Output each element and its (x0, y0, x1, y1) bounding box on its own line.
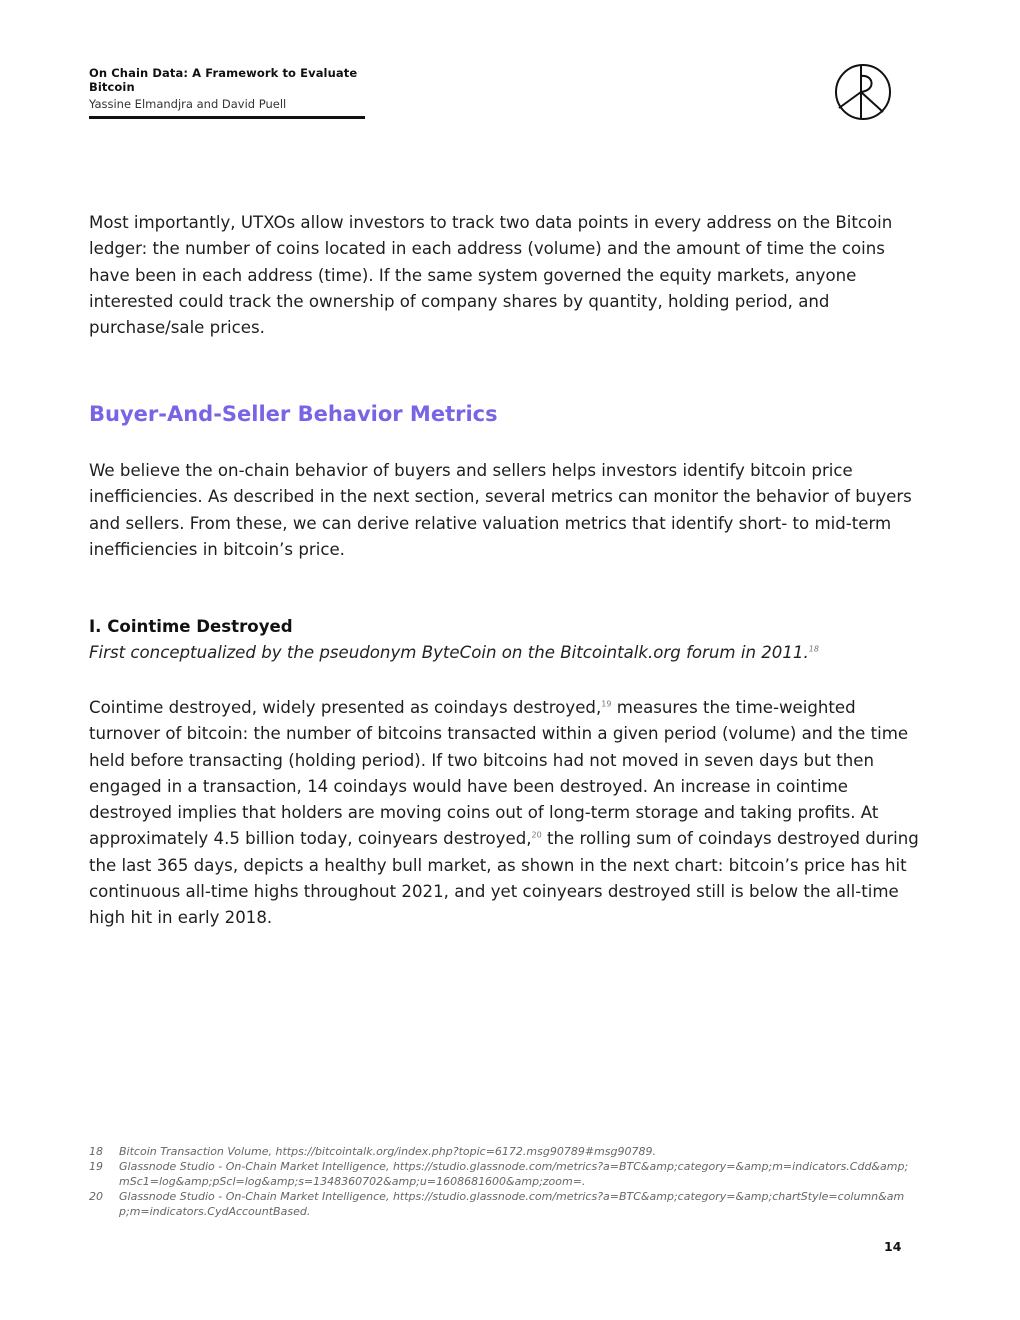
subsection-note (89, 643, 819, 662)
cointime-text-2: measures the time-weighted turnover of bitcoin: the number of bitcoins transacted within a given period (volume) and the time held before transacting (holding period). If two bitcoins had not moved in seven days but then engaged in a transaction, 14 coindays would have been destroyed. An increase in cointime destroyed implies that holders are moving coins out of long-term storage and taking profits. At approximately 4.5 billion today, coinyears destroyed, (89, 698, 909, 849)
subsection-note-text: First conceptualized by the pseudonym ByteCoin on the Bitcointalk.org forum in 2011. (89, 643, 809, 662)
footnote-20 (89, 1189, 909, 1219)
document-header (89, 66, 365, 111)
header-divider (89, 116, 365, 119)
footnote-ref-20[interactable]: 20 (531, 830, 542, 840)
footnote-19 (89, 1159, 909, 1189)
footnote-number: 18 (89, 1145, 103, 1158)
section-heading: Buyer-And-Seller Behavior Metrics (89, 402, 498, 426)
page-number: 14 (884, 1239, 902, 1254)
footnote-ref-18[interactable]: 18 (808, 644, 819, 654)
document-title: On Chain Data: A Framework to Evaluate Bitcoin (89, 66, 358, 94)
document-authors: Yassine Elmandjra and David Puell (89, 97, 287, 111)
footnotes (89, 1144, 909, 1219)
cointime-text-3: the rolling sum of coindays destroyed during the last 365 days, depicts a healthy bull market, as shown in the next chart: bitcoin’s price has hit continuous all-time highs throughout 2021, and yet coinyears destroyed still is below the all-time high hit in early 2018. (89, 829, 919, 928)
footnote-number: 19 (89, 1160, 103, 1173)
footnote-number: 20 (89, 1190, 103, 1203)
intro-paragraph: Most importantly, UTXOs allow investors to track two data points in every address on the Bitcoin ledger: the number of coins located in each address (volume) and the amount of time the coins have been in each address (time). If the same system governed the equity markets, anyone interested could track the ownership of company shares by quantity, holding period, and purchase/sale prices. (89, 213, 893, 338)
section-paragraph: We believe the on-chain behavior of buyers and sellers helps investors identify bitcoin price inefficiencies. As described in the next section, several metrics can monitor the behavior of buyers and sellers. From these, we can derive relative valuation metrics that identify short- to mid-term inefficiencies in bitcoin’s price. (89, 461, 912, 559)
footnote-text[interactable]: Bitcoin Transaction Volume, https://bitcointalk.org/index.php?topic=6172.msg90789#msg90789. (119, 1145, 656, 1158)
footnote-text[interactable]: Glassnode Studio - On-Chain Market Intelligence, https://studio.glassnode.com/metrics?a=BTC&amp;category=&amp;m=indicators.Cdd&amp;mSc1=log&amp;pScl=log&amp;s=1348360702&amp;u=1608681600&amp;zoom=. (119, 1160, 909, 1188)
subsection-heading: I. Cointime Destroyed (89, 617, 293, 636)
cointime-text-1: Cointime destroyed, widely presented as coindays destroyed, (89, 698, 602, 717)
footnote-18 (89, 1144, 909, 1159)
cointime-paragraph (89, 695, 919, 932)
footnote-text[interactable]: Glassnode Studio - On-Chain Market Intelligence, https://studio.glassnode.com/metrics?a=BTC&amp;category=&amp;chartStyle=column&amp;m=indicators.CydAccountBased. (119, 1190, 905, 1218)
ark-logo-icon (833, 62, 893, 122)
footnote-ref-19[interactable]: 19 (601, 699, 612, 709)
